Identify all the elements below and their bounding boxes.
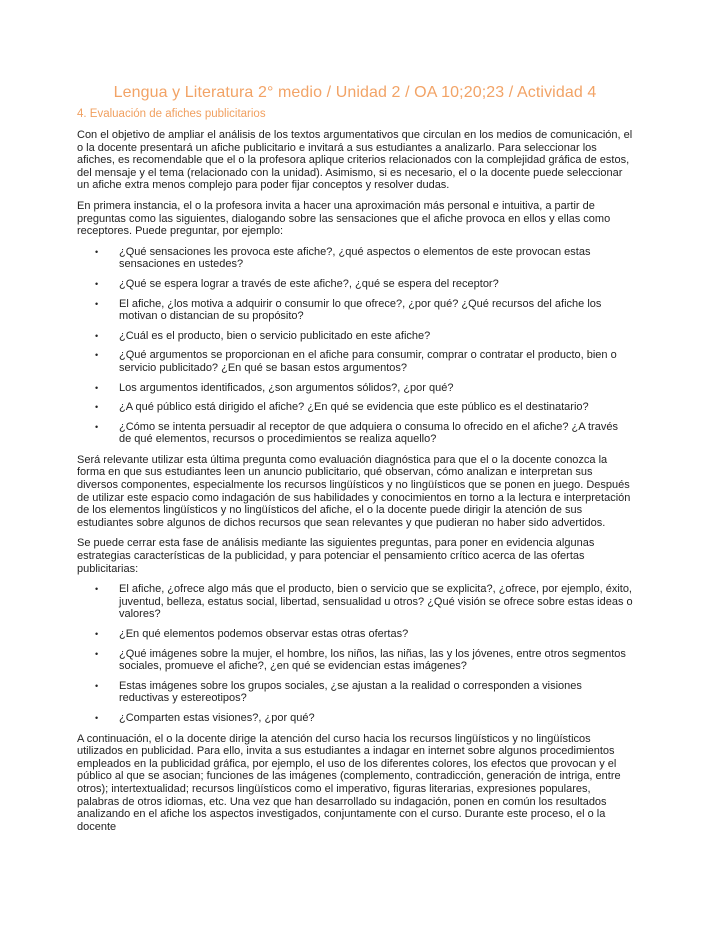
list-item-text: Estas imágenes sobre los grupos sociales, ¿se ajustan a la realidad o corresponden a visiones reductivas y estereotipos? [119, 679, 582, 705]
question-list-1 [77, 246, 633, 446]
list-item [77, 401, 633, 414]
page-title: Lengua y Literatura 2° medio / Unidad 2 / OA 10;20;23 / Actividad 4 [113, 84, 597, 101]
bullet-icon: • [95, 629, 99, 639]
bullet-icon: • [95, 712, 99, 723]
list-item [77, 330, 633, 343]
list-item [77, 712, 633, 725]
bullet-icon: • [95, 402, 99, 413]
list-item [77, 628, 633, 641]
bullet-icon: • [95, 330, 99, 341]
question-list-2 [77, 583, 633, 724]
bullet-icon: • [95, 680, 99, 691]
paragraph-diagnostic: Será relevante utilizar esta última pregunta como evaluación diagnóstica para que el o la docente conozca la forma en que sus estudiantes leen un anuncio publicitario, qué observan, cómo analizan e interpretan sus diversos componentes, especialmente los recursos lingüísticos y no lingüísticos que se ponen en juego. Después de utilizar este espacio como indagación de sus habilidades y conocimientos en torno a la lectura e interpretación de los elementos lingüísticos y no lingüísticos del afiche, el o la docente puede dirigir la atención de sus estudiantes sobre algunos de dichos recursos que sean relevantes y que pudieran no haber sido advertidos. [77, 453, 631, 529]
bullet-icon: • [95, 584, 99, 595]
list-item-text: ¿Cómo se intenta persuadir al receptor de que adquiera o consuma lo ofrecido en el afiche? ¿A través de qué elementos, recursos o procedimientos se realiza aquello? [119, 420, 618, 446]
bullet-icon: • [95, 298, 99, 309]
list-item-text: ¿En qué elementos podemos observar estas otras ofertas? [119, 628, 409, 640]
list-item [77, 421, 633, 446]
list-item-text: ¿Qué se espera lograr a través de este afiche?, ¿qué se espera del receptor? [119, 277, 499, 290]
list-item-text: ¿Comparten estas visiones?, ¿por qué? [119, 711, 315, 724]
bullet-icon: • [95, 246, 99, 257]
list-item-text: Los argumentos identificados, ¿son argumentos sólidos?, ¿por qué? [119, 381, 454, 394]
document-page [77, 84, 633, 841]
paragraph-closing-phase: Se puede cerrar esta fase de análisis mediante las siguientes preguntas, para poner en evidencia algunas estrategias características de la publicidad, y para potenciar el pensamiento crítico acerca de las ofertas publicitarias: [77, 537, 595, 575]
paragraph-continuation: A continuación, el o la docente dirige la atención del curso hacia los recursos lingüísticos y no lingüísticos utilizados en publicidad. Para ello, invita a sus estudiantes a indagar en internet sobre algunos procedimientos empleados en la publicidad gráfica, por ejemplo, el uso de los diferentes colores, los efectos que provocan y el público al que se asocian; funciones de las imágenes (complemento, contradicción, generación de intriga, entre otros); intertextualidad; recursos lingüísticos como el imperativo, figuras literarias, expresiones populares, palabras de otros idiomas, etc. Una vez que han desarrollado su indagación, ponen en común los resultados analizando en el afiche los aspectos investigados, conjuntamente con el curso. Durante este proceso, el o la docente [77, 732, 621, 833]
section-heading: 4. Evaluación de afiches publicitarios [77, 108, 266, 120]
list-item-text: El afiche, ¿los motiva a adquirir o consumir lo que ofrece?, ¿por qué? ¿Qué recursos del afiche los motivan o distancian de su propósito? [119, 297, 602, 323]
bullet-icon: • [95, 278, 99, 289]
list-item [77, 648, 633, 673]
list-item [77, 382, 633, 395]
list-item-text: ¿Qué imágenes sobre la mujer, el hombre, los niños, las niñas, las y los jóvenes, entre otros segmentos sociales, promueve el afiche?, ¿en qué se evidencian estas imágenes? [119, 647, 626, 673]
bullet-icon: • [95, 382, 99, 393]
list-item [77, 680, 633, 705]
bullet-icon: • [95, 421, 99, 432]
bullet-icon: • [95, 350, 99, 361]
list-item [77, 246, 633, 271]
list-item-text: El afiche, ¿ofrece algo más que el producto, bien o servicio que se explicita?, ¿ofrece, por ejemplo, éxito, juventud, belleza, estatus social, libertad, sensualidad u otros? ¿Qué visión se ofrece sobre estas ideas o valores? [119, 583, 633, 621]
list-item-text: ¿A qué público está dirigido el afiche? ¿En qué se evidencia que este público es el destinatario? [119, 401, 589, 414]
list-item-text: ¿Qué sensaciones les provoca este afiche?, ¿qué aspectos o elementos de este provocan estas sensaciones en ustedes? [119, 245, 591, 271]
bullet-icon: • [95, 648, 99, 659]
list-item-text: ¿Qué argumentos se proporcionan en el afiche para consumir, comprar o contratar el producto, bien o servicio publicitado? ¿En qué se basan estos argumentos? [119, 349, 617, 374]
paragraph-first-instance: En primera instancia, el o la profesora invita a hacer una aproximación más personal e intuitiva, a partir de preguntas como las siguientes, dialogando sobre las sensaciones que el afiche provoca en ellos y ellas como receptores. Puede preguntar, por ejemplo: [77, 199, 611, 238]
list-item [77, 583, 633, 621]
paragraph-intro: Con el objetivo de ampliar el análisis de los textos argumentativos que circulan en los medios de comunicación, el o la docente presentará un afiche publicitario e invitará a sus estudiantes a analizarlo. Para seleccionar los afiches, es recomendable que el o la profesora aplique criterios relacionados con la complejidad gráfica de estos, del mensaje y el tema (relacionado con la unidad). Asimismo, si es necesario, el o la docente puede seleccionar un afiche extra menos complejo para poder fijar conceptos y resolver dudas. [77, 129, 633, 192]
list-item [77, 298, 633, 323]
list-item-text: ¿Cuál es el producto, bien o servicio publicitado en este afiche? [119, 329, 431, 342]
list-item [77, 278, 633, 291]
list-item [77, 349, 633, 374]
